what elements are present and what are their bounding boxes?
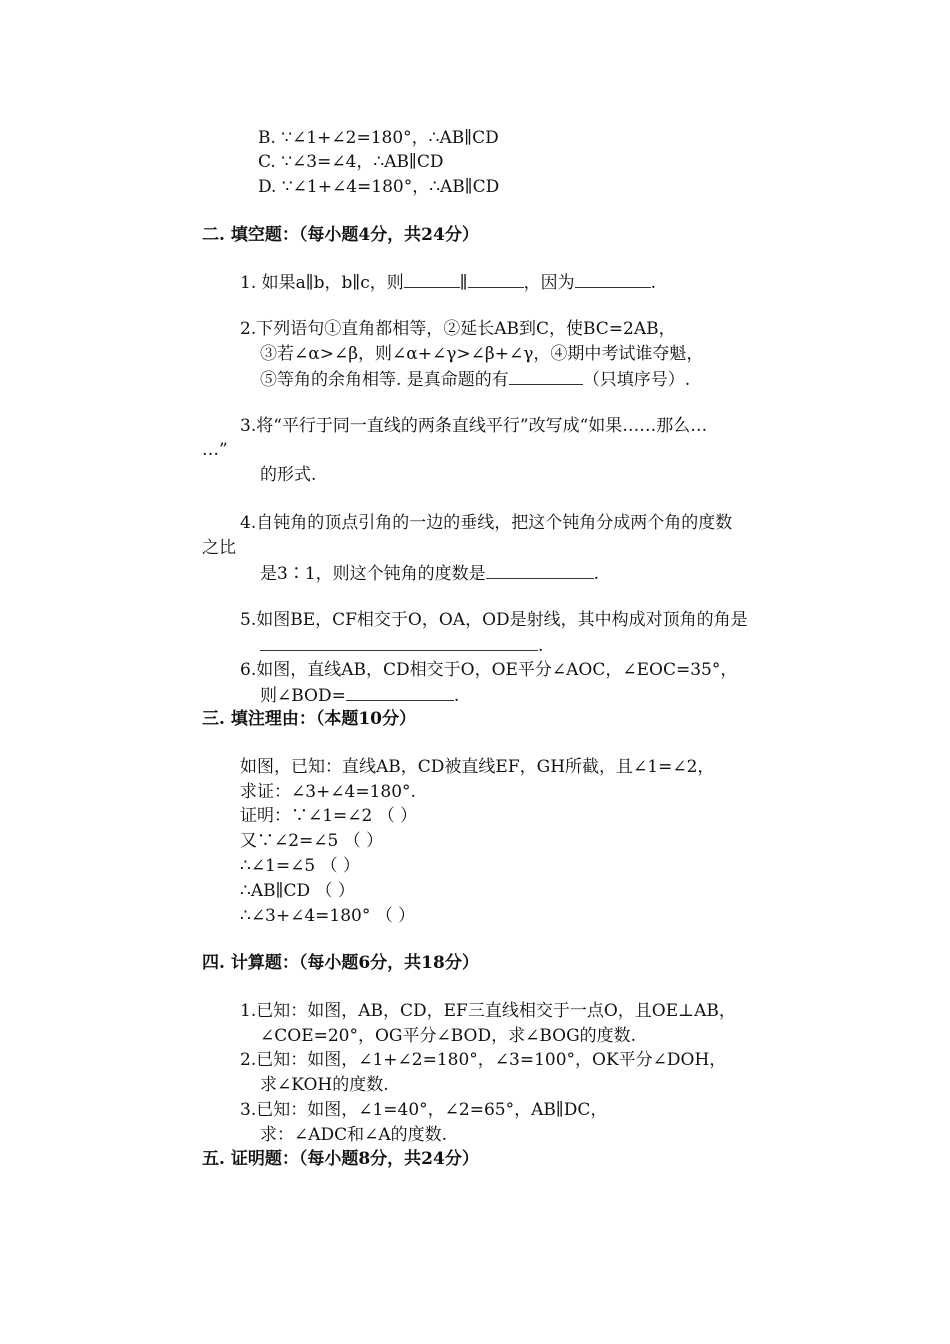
fill-q4-blank[interactable]	[486, 562, 594, 579]
calc-q1-line2: ∠COE=20°，OG平分∠BOD，求∠BOG的度数.	[260, 1026, 637, 1046]
fill-q3-line2: …”	[202, 440, 228, 460]
fill-q1-end: .	[650, 273, 657, 293]
fill-q2-line1: 2.下列语句①直角都相等，②延长AB到C，使BC=2AB，	[240, 319, 676, 339]
fill-q2-line3-post: （只填序号）.	[582, 370, 691, 390]
reason-line-2: 求证：∠3+∠4=180°.	[240, 782, 416, 802]
reason-line-5: ∴∠1=∠5 （ ）	[240, 856, 360, 876]
fill-q6-line2-post: .	[453, 686, 460, 706]
fill-q1-blank-1[interactable]	[404, 271, 460, 288]
calc-q3-line1: 3.已知：如图，∠1=40°，∠2=65°，AB∥DC，	[240, 1100, 608, 1120]
fill-q5-line2	[260, 634, 543, 657]
section5-title: 五. 证明题：（每小题8分，共24分）	[202, 1149, 479, 1169]
calc-q2-line1: 2.已知：如图，∠1+∠2=180°，∠3=100°，OK平分∠DOH，	[240, 1050, 727, 1070]
fill-q3-line1: 3.将“平行于同一直线的两条直线平行”改写成“如果……那么…	[240, 416, 708, 436]
fill-q1-blank-3[interactable]	[575, 271, 651, 288]
fill-q4-line1: 4.自钝角的顶点引角的一边的垂线，把这个钝角分成两个角的度数	[240, 513, 733, 533]
fill-q2-line2: ③若∠α>∠β，则∠α+∠γ>∠β+∠γ，④期中考试谁夺魁，	[260, 344, 704, 364]
reason-line-6: ∴AB∥CD （ ）	[240, 881, 355, 901]
choice-d: D. ∵∠1+∠4=180°，∴AB∥CD	[258, 177, 500, 197]
fill-q6-line2	[260, 684, 459, 707]
fill-q5-blank[interactable]	[260, 634, 538, 651]
fill-q5-line2-post: .	[538, 636, 544, 656]
reason-line-7: ∴∠3+∠4=180° （ ）	[240, 906, 416, 926]
fill-q4-line3-post: .	[593, 564, 600, 584]
choice-c: C. ∵∠3=∠4，∴AB∥CD	[258, 152, 444, 172]
fill-q1-mid: ∥	[459, 273, 468, 293]
fill-q4-line2: 之比	[202, 538, 236, 558]
fill-q2-line3-pre: ⑤等角的余角相等. 是真命题的有	[260, 370, 509, 390]
calc-q3-line2: 求：∠ADC和∠A的度数.	[260, 1125, 448, 1145]
calc-q1-line1: 1.已知：如图，AB，CD，EF三直线相交于一点O，且OE⊥AB，	[240, 1001, 736, 1021]
fill-q1-pre: 1. 如果a∥b，b∥c，则	[240, 273, 404, 293]
fill-q6-line2-pre: 则∠BOD=	[260, 686, 346, 706]
fill-q2-line3	[260, 368, 690, 391]
reason-line-1: 如图，已知：直线AB，CD被直线EF，GH所截，且∠1=∠2，	[240, 757, 715, 777]
fill-q6-blank[interactable]	[346, 684, 454, 701]
fill-q6-line1: 6.如图，直线AB，CD相交于O，OE平分∠AOC，∠EOC=35°，	[240, 660, 738, 680]
fill-q1-mid2: ，因为	[523, 273, 575, 293]
section3-title: 三. 填注理由：（本题10分）	[202, 709, 416, 729]
reason-line-4: 又∵∠2=∠5 （ ）	[240, 831, 384, 851]
fill-q4-line3-pre: 是3∶1，则这个钝角的度数是	[260, 564, 486, 584]
fill-q5-line1: 5.如图BE，CF相交于O，OA，OD是射线，其中构成对顶角的角是	[240, 610, 748, 630]
choice-b: B. ∵∠1+∠2=180°，∴AB∥CD	[258, 128, 499, 148]
fill-q1	[240, 271, 656, 294]
fill-q3-line3: 的形式.	[260, 465, 317, 485]
section2-title: 二. 填空题：（每小题4分，共24分）	[202, 225, 479, 245]
fill-q1-blank-2[interactable]	[468, 271, 524, 288]
section4-title: 四. 计算题：（每小题6分，共18分）	[202, 953, 479, 973]
calc-q2-line2: 求∠KOH的度数.	[260, 1075, 389, 1095]
fill-q2-blank[interactable]	[509, 368, 583, 385]
fill-q4-line3	[260, 562, 599, 585]
reason-line-3: 证明：∵∠1=∠2 （ ）	[240, 806, 418, 826]
